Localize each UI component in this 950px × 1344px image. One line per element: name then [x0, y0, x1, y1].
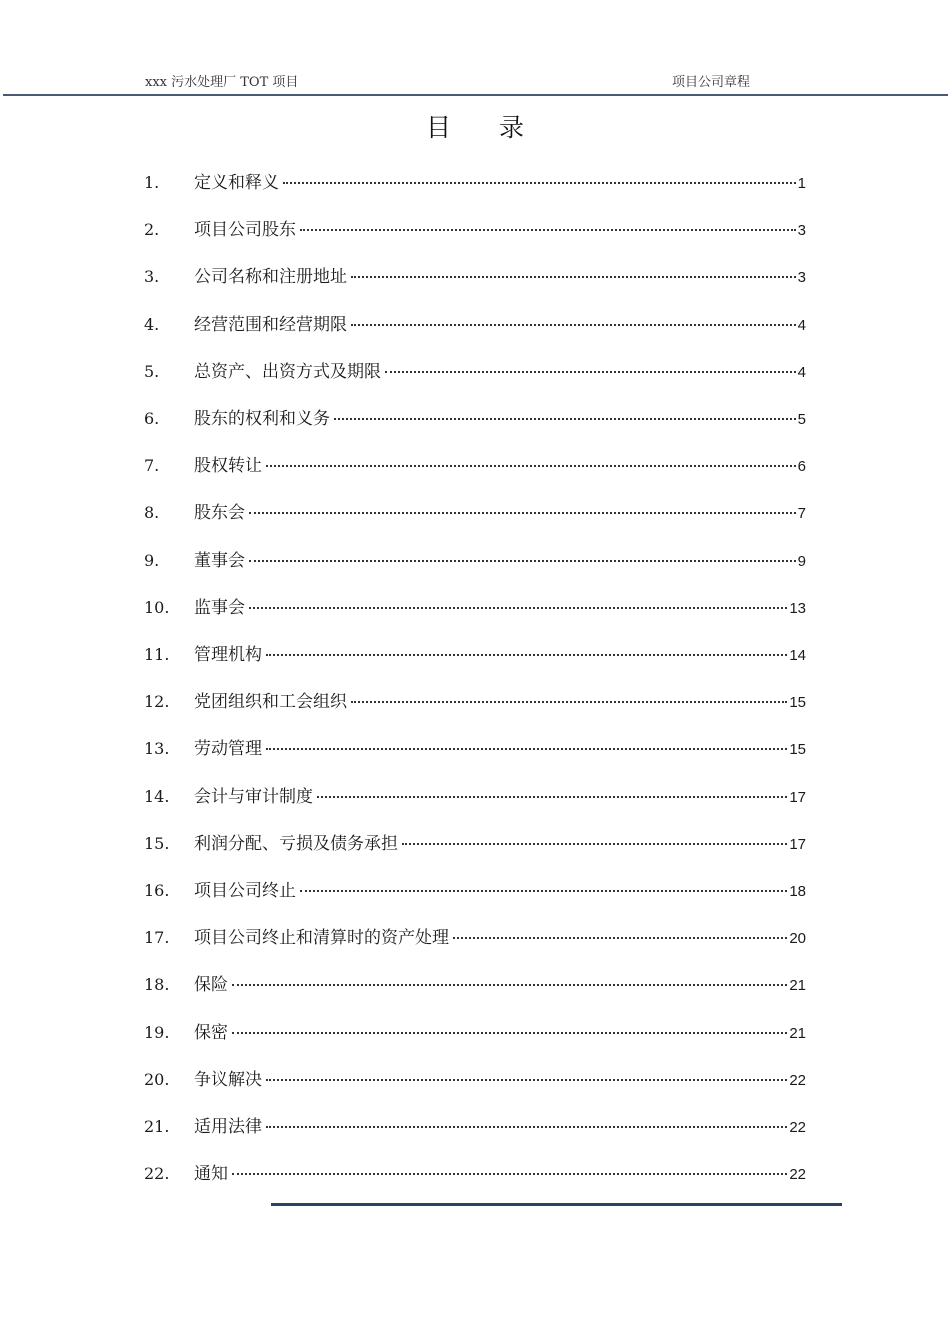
toc-entry-label: 股权转让	[194, 456, 262, 477]
toc-entry-label: 股东的权利和义务	[194, 409, 330, 429]
toc-entry-label: 股东会	[194, 503, 245, 524]
toc-dot-leader	[232, 1030, 787, 1034]
toc-dot-leader	[283, 180, 796, 184]
toc-entry-page: 14	[789, 647, 806, 664]
toc-entry-page: 21	[789, 977, 806, 995]
toc-entry-label: 劳动管理	[194, 739, 262, 760]
toc-entry-label: 董事会	[194, 550, 245, 571]
toc-entry-page: 15	[789, 741, 806, 759]
toc-dot-leader	[351, 699, 787, 703]
toc-entry[interactable]	[144, 500, 806, 526]
toc-entry-label: 监事会	[194, 597, 245, 618]
header-document-name: 项目公司章程	[672, 75, 751, 90]
toc-entry-number: 7.	[144, 456, 160, 476]
toc-dot-leader	[266, 652, 787, 656]
toc-entry-label: 经营范围和经营期限	[194, 314, 347, 335]
toc-entry-page: 9	[797, 552, 806, 570]
toc-entry-number: 19.	[144, 1022, 170, 1042]
toc-entry-number: 16.	[144, 881, 170, 900]
toc-entry-number: 14.	[144, 786, 170, 806]
toc-dot-leader	[351, 322, 796, 326]
toc-entry[interactable]	[144, 736, 806, 762]
toc-entry-page: 6	[797, 458, 806, 476]
toc-entry-number: 8.	[144, 503, 160, 523]
toc-entry[interactable]	[144, 312, 806, 338]
toc-dot-leader	[249, 510, 796, 514]
toc-entry-number: 2.	[144, 220, 160, 240]
toc-entry-number: 10.	[144, 597, 170, 617]
toc-entry-label: 公司名称和注册地址	[194, 267, 347, 288]
header-project-name: xxx 污水处理厂 TOT 项目	[145, 75, 299, 90]
toc-dot-leader	[334, 416, 796, 420]
toc-entry[interactable]	[144, 1114, 806, 1140]
toc-entry-page: 21	[789, 1024, 806, 1042]
toc-entry-page: 3	[797, 269, 806, 287]
toc-entry[interactable]	[144, 406, 806, 432]
toc-entry[interactable]	[144, 784, 806, 810]
toc-entry-label: 项目公司股东	[194, 220, 296, 241]
toc-entry-label: 保密	[194, 1022, 228, 1043]
toc-entry-number: 6.	[144, 409, 160, 428]
toc-entry[interactable]	[144, 1067, 806, 1093]
toc-entry[interactable]	[144, 1161, 806, 1187]
toc-dot-leader	[453, 935, 787, 939]
toc-entry-page: 20	[789, 930, 806, 948]
page-header	[0, 68, 950, 96]
toc-entry-label: 项目公司终止	[194, 881, 296, 901]
toc-entry-number: 9.	[144, 550, 160, 570]
toc-dot-leader	[300, 888, 787, 892]
toc-entry-page: 3	[797, 222, 806, 240]
toc-entry-label: 党团组织和工会组织	[194, 692, 347, 713]
toc-entry-page: 7	[797, 505, 806, 523]
toc-entry[interactable]	[144, 548, 806, 574]
toc-entry-number: 13.	[144, 739, 170, 759]
toc-dot-leader	[232, 982, 787, 986]
toc-entry[interactable]	[144, 878, 806, 904]
toc-entry-label: 争议解决	[194, 1069, 262, 1090]
toc-entry-number: 11.	[144, 645, 170, 664]
toc-entry-number: 1.	[144, 173, 160, 192]
toc-entry-number: 18.	[144, 975, 170, 995]
toc-entry-page: 17	[789, 788, 806, 806]
toc-entry-page: 4	[797, 363, 806, 381]
toc-dot-leader	[402, 841, 787, 845]
toc-entry-page: 18	[789, 883, 806, 900]
toc-entry[interactable]	[144, 264, 806, 290]
toc-entry[interactable]	[144, 1020, 806, 1046]
toc-dot-leader	[266, 463, 796, 467]
toc-dot-leader	[385, 369, 796, 373]
toc-entry-label: 项目公司终止和清算时的资产处理	[194, 928, 449, 949]
footer-divider	[271, 1203, 842, 1206]
toc-dot-leader	[249, 558, 796, 562]
toc-entry-label: 定义和释义	[194, 173, 279, 193]
toc-dot-leader	[300, 227, 796, 231]
toc-entry-number: 4.	[144, 314, 160, 334]
toc-entry-page: 22	[789, 1119, 806, 1136]
toc-entry-label: 适用法律	[194, 1117, 262, 1137]
toc-entry[interactable]	[144, 689, 806, 715]
toc-dot-leader	[266, 746, 787, 750]
toc-entry[interactable]	[144, 642, 806, 668]
toc-title: 目 录	[426, 113, 544, 142]
toc-entry-number: 3.	[144, 267, 160, 287]
toc-entry-page: 22	[789, 1166, 806, 1184]
toc-entry-page: 5	[797, 411, 806, 428]
toc-entry-number: 21.	[144, 1117, 170, 1136]
toc-entry[interactable]	[144, 972, 806, 998]
toc-dot-leader	[351, 274, 796, 278]
toc-entry-number: 20.	[144, 1069, 170, 1089]
toc-entry[interactable]	[144, 831, 806, 857]
toc-entry-page: 4	[797, 316, 806, 334]
toc-entry-number: 17.	[144, 928, 170, 948]
toc-dot-leader	[266, 1124, 787, 1128]
toc-entry-label: 利润分配、亏损及债务承担	[194, 833, 398, 854]
toc-entry-page: 13	[789, 599, 806, 617]
toc-dot-leader	[232, 1171, 787, 1175]
toc-entry-page: 17	[789, 835, 806, 853]
toc-entry[interactable]	[144, 170, 806, 196]
toc-entry-label: 管理机构	[194, 645, 262, 665]
toc-dot-leader	[317, 794, 787, 798]
toc-entry-number: 15.	[144, 833, 170, 853]
toc-entry-number: 12.	[144, 692, 170, 712]
toc-entry[interactable]	[144, 453, 806, 479]
toc-entry[interactable]	[144, 359, 806, 385]
toc-entry-number: 5.	[144, 361, 160, 381]
header-divider	[3, 94, 948, 96]
toc-entry[interactable]	[144, 925, 806, 951]
toc-entry-number: 22.	[144, 1164, 170, 1184]
toc-entry-label: 会计与审计制度	[194, 786, 313, 807]
toc-entry-label: 通知	[194, 1164, 228, 1185]
toc-entry-page: 15	[789, 694, 806, 712]
toc-entry-label: 总资产、出资方式及期限	[194, 361, 381, 382]
toc-entry-page: 22	[789, 1071, 806, 1089]
toc-entry[interactable]	[144, 595, 806, 621]
toc-entry-page: 1	[797, 175, 806, 192]
toc-entry-label: 保险	[194, 975, 228, 996]
toc-dot-leader	[249, 605, 787, 609]
toc-dot-leader	[266, 1077, 787, 1081]
toc-entry[interactable]	[144, 217, 806, 243]
